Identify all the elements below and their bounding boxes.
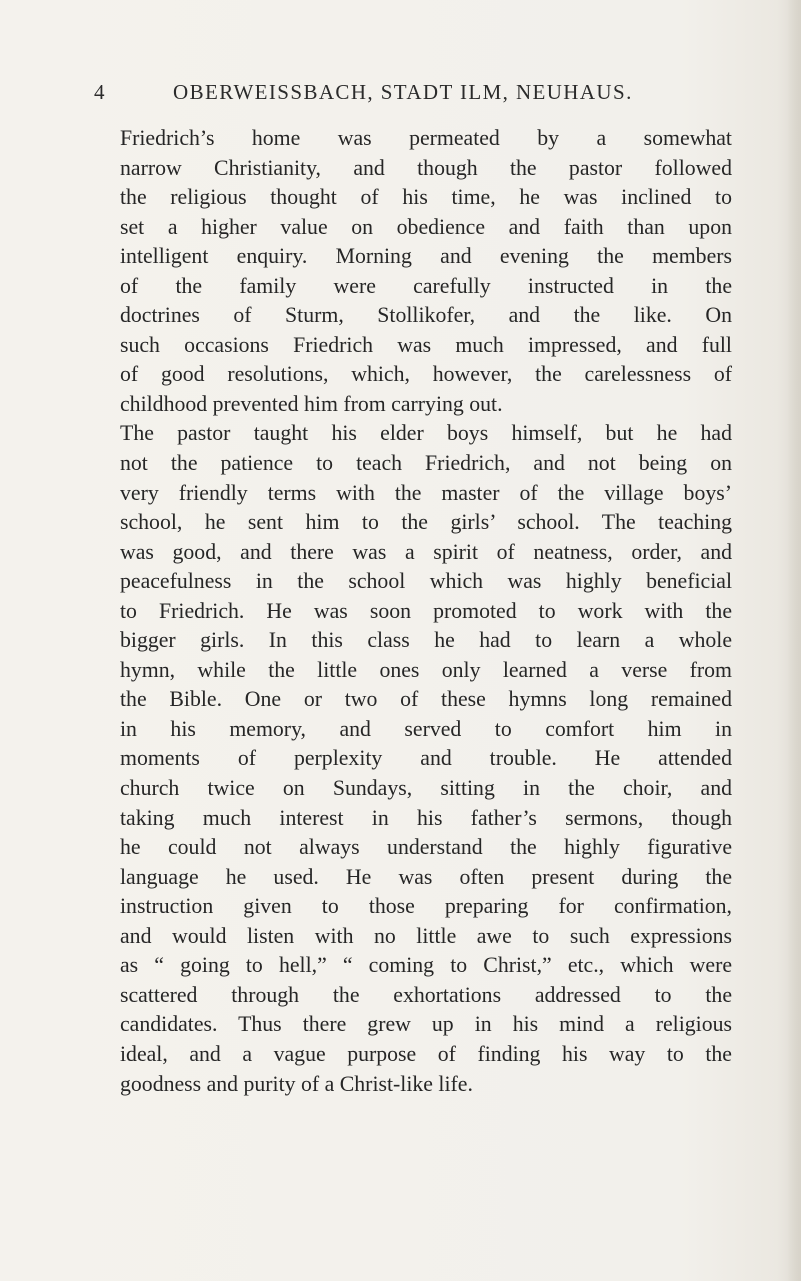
text-line: hymn, while the little ones only learned a verse from <box>120 657 732 682</box>
text-line: narrow Christianity, and though the pastor followed <box>120 155 732 180</box>
body-text <box>120 124 732 1099</box>
text-line: the Bible. One or two of these hymns long remained <box>120 687 732 712</box>
text-line: The pastor taught his elder boys himself, but he had <box>120 421 732 446</box>
text-line: he could not always understand the highly figurative <box>120 835 732 860</box>
text-line: bigger girls. In this class he had to learn a whole <box>120 628 732 653</box>
text-line: church twice on Sundays, sitting in the choir, and <box>120 776 732 801</box>
text-line: childhood prevented him from carrying out. <box>120 391 503 416</box>
text-line: taking much interest in his father’s sermons, though <box>120 805 732 830</box>
text-line: scattered through the exhortations addressed to the <box>120 982 732 1007</box>
text-line: candidates. Thus there grew up in his mind a religious <box>120 1012 732 1037</box>
text-line: peacefulness in the school which was highly beneficial <box>120 569 732 594</box>
text-line: very friendly terms with the master of the village boys’ <box>120 480 732 505</box>
text-line: such occasions Friedrich was much impressed, and full <box>120 332 732 357</box>
text-line: ideal, and a vague purpose of finding his way to the <box>120 1041 732 1066</box>
text-line: set a higher value on obedience and faith than upon <box>120 214 732 239</box>
text-line: moments of perplexity and trouble. He attended <box>120 746 732 771</box>
running-head-title: OBERWEISSBACH, STADT ILM, NEUHAUS. <box>173 80 633 104</box>
text-line: in his memory, and served to comfort him in <box>120 716 732 741</box>
text-line: goodness and purity of a Christ-like life. <box>120 1071 473 1096</box>
running-head <box>94 80 734 110</box>
text-line: to Friedrich. He was soon promoted to work with the <box>120 598 732 623</box>
text-line: as “ going to hell,” “ coming to Christ,” etc., which were <box>120 953 732 978</box>
text-line: not the patience to teach Friedrich, and not being on <box>120 451 732 476</box>
text-line: the religious thought of his time, he was inclined to <box>120 185 732 210</box>
text-line: and would listen with no little awe to such expressions <box>120 923 732 948</box>
text-line: was good, and there was a spirit of neatness, order, and <box>120 539 732 564</box>
text-line: Friedrich’s home was permeated by a somewhat <box>120 126 732 150</box>
text-line: instruction given to those preparing for confirmation, <box>120 894 732 919</box>
text-line: language he used. He was often present during the <box>120 864 732 889</box>
page-number: 4 <box>94 80 106 104</box>
text-line: of good resolutions, which, however, the carelessness of <box>120 362 732 387</box>
page-edge-shadow <box>787 0 801 1281</box>
text-line: of the family were carefully instructed in the <box>120 273 732 298</box>
text-line: doctrines of Sturm, Stollikofer, and the like. On <box>120 303 732 328</box>
text-line: intelligent enquiry. Morning and evening the members <box>120 244 732 269</box>
text-line: school, he sent him to the girls’ school. The teaching <box>120 510 732 535</box>
